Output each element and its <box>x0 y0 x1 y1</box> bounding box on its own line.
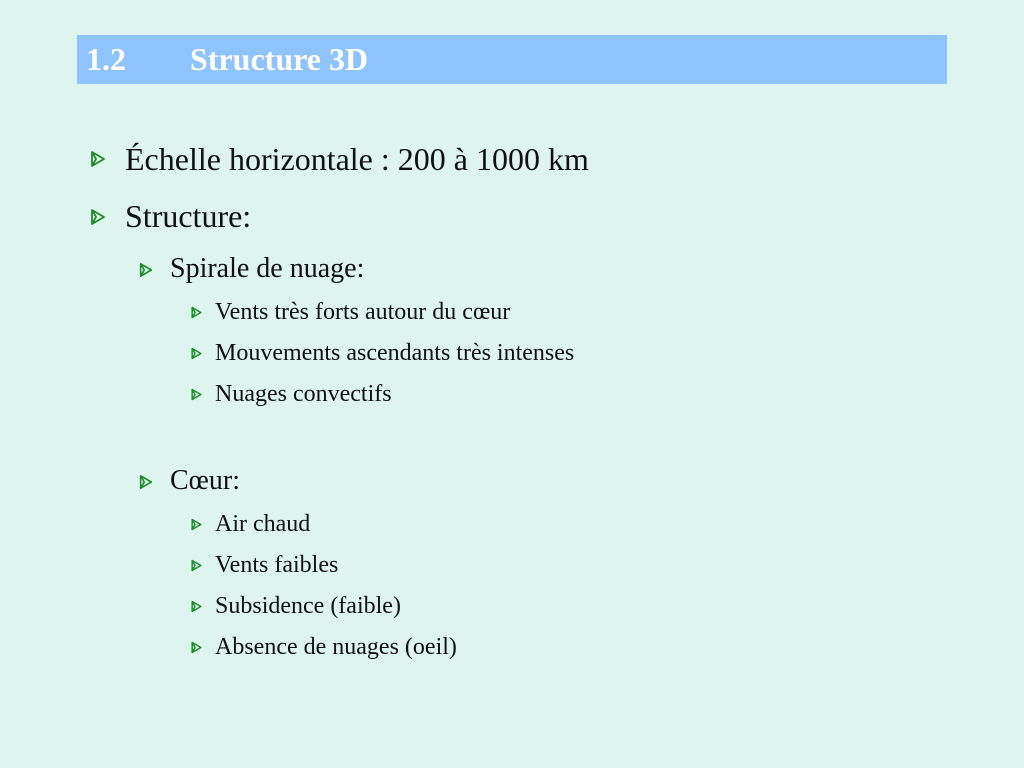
bullet-arrow-icon <box>138 474 154 490</box>
section-number: 1.2 <box>86 41 126 77</box>
bullet-arrow-icon <box>190 641 203 654</box>
bullet-arrow-icon <box>138 262 154 278</box>
bullet-arrow-icon <box>190 347 203 360</box>
bullet-arrow-icon <box>190 600 203 613</box>
bullet-core: Cœur: <box>170 465 240 496</box>
bullet-arrow-icon <box>190 518 203 531</box>
bullet-spiral-1: Vents très forts autour du cœur <box>215 299 511 325</box>
bullet-spiral-3: Nuages convectifs <box>215 381 392 407</box>
bullet-arrow-icon <box>190 306 203 319</box>
bullet-arrow-icon <box>190 388 203 401</box>
bullet-structure: Structure: <box>125 198 252 234</box>
bullet-scale: Échelle horizontale : 200 à 1000 km <box>125 141 589 177</box>
bullet-spiral-2: Mouvements ascendants très intenses <box>215 340 575 366</box>
bullet-arrow-icon <box>190 559 203 572</box>
bullet-core-1: Air chaud <box>215 511 311 537</box>
bullet-arrow-icon <box>89 208 107 226</box>
bullet-core-3: Subsidence (faible) <box>215 593 401 619</box>
bullet-core-2: Vents faibles <box>215 552 339 578</box>
bullet-spiral: Spirale de nuage: <box>170 253 365 284</box>
bullet-core-4: Absence de nuages (oeil) <box>215 634 457 660</box>
bullet-arrow-icon <box>89 150 107 168</box>
slide-title-bar <box>77 35 947 84</box>
slide-title: Structure 3D <box>190 41 369 77</box>
